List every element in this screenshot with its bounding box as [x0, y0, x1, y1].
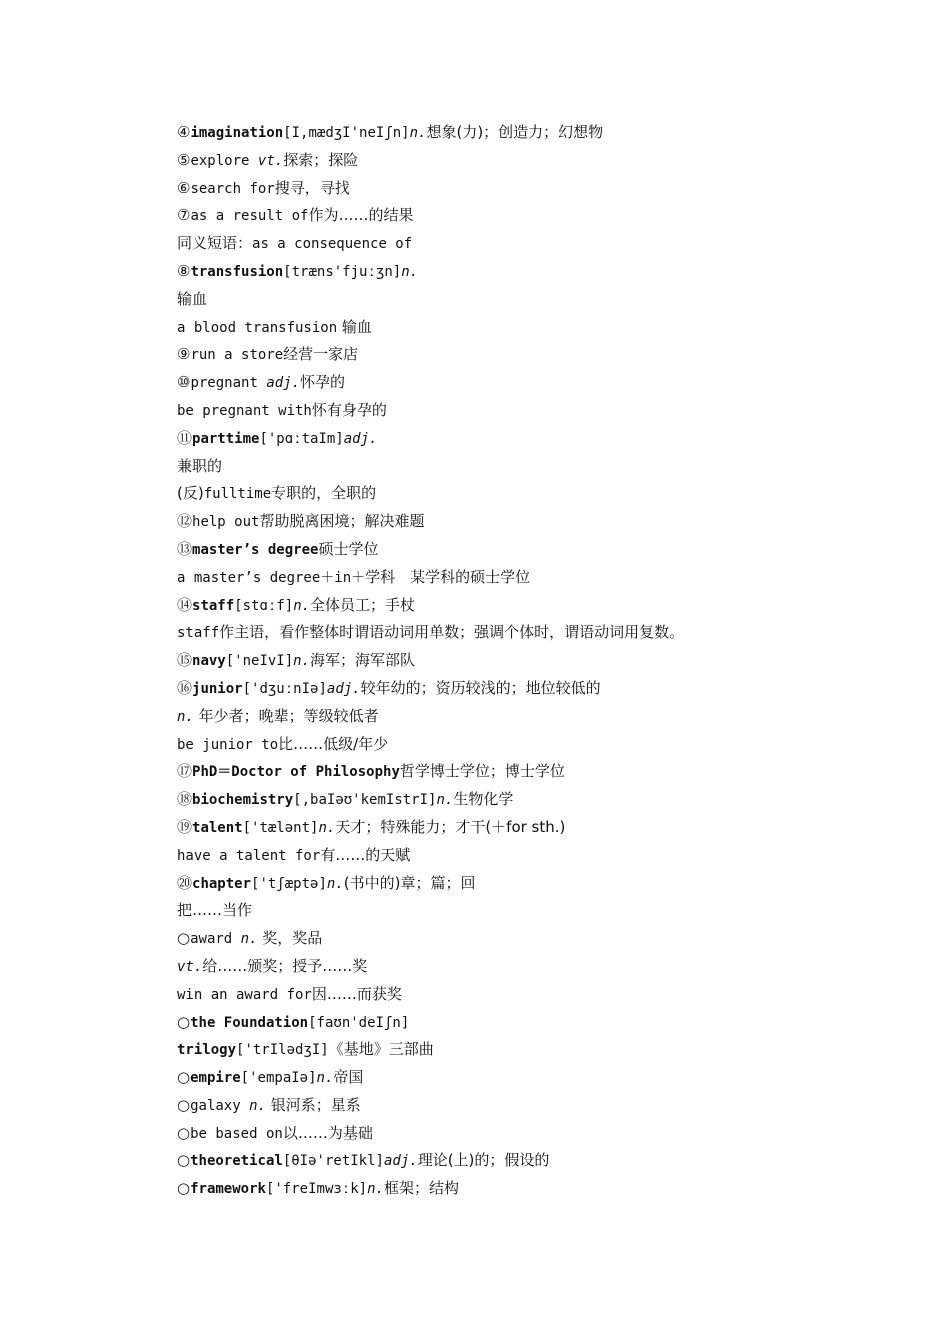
- definition: 海军；海军部队: [310, 651, 416, 670]
- headword: junior: [192, 680, 243, 697]
- part-of-speech: n.: [318, 819, 336, 836]
- entry-number: ⑬: [177, 539, 193, 558]
- definition-line: [177, 897, 897, 925]
- headword: empire: [190, 1070, 241, 1087]
- entry-pregnant: [177, 369, 897, 397]
- entry-talent: [177, 814, 897, 842]
- entry-number: ⑨: [177, 345, 191, 364]
- entry-the-foundation: [177, 1009, 897, 1037]
- entry-number: ⑭: [177, 595, 193, 614]
- entry-number: ⑫: [177, 512, 193, 531]
- headword: PhD＝Doctor of Philosophy: [192, 764, 400, 781]
- definition: 较年幼的；资历较浅的；地位较低的: [360, 678, 601, 697]
- entry-search-for: [177, 175, 897, 203]
- example-phrase: have a talent for: [177, 847, 321, 864]
- phonetic: ['freImwɜːk]: [265, 1181, 368, 1198]
- headword: biochemistry: [192, 792, 294, 809]
- part-of-speech: adj.: [383, 1153, 418, 1170]
- definition: 哲学博士学位；博士学位: [399, 762, 565, 781]
- antonym-label: (反): [177, 484, 204, 503]
- definition: 怀孕的: [300, 373, 346, 392]
- headword: as a result of: [190, 208, 309, 225]
- entry-masters-degree: [177, 536, 897, 564]
- definition: 奖，奖品: [257, 929, 323, 948]
- definition: 天才；特殊能力；才干(＋for sth.): [335, 817, 566, 836]
- headword: explore: [190, 152, 258, 169]
- headword: be based on: [190, 1125, 283, 1142]
- definition: 因……而获奖: [311, 984, 402, 1003]
- headword: run a store: [190, 347, 284, 364]
- headword: search for: [190, 180, 275, 197]
- definition: 框架；结构: [383, 1179, 459, 1198]
- entry-number: ○: [177, 1095, 191, 1114]
- entry-be-based-on: [177, 1120, 897, 1148]
- part-of-speech: n.: [401, 263, 419, 280]
- entry-number: ○: [177, 1068, 191, 1087]
- entry-number: ⑤: [177, 150, 191, 169]
- headword: help out: [192, 514, 260, 531]
- phonetic: ['tʃæptə]: [251, 875, 327, 892]
- antonym-word: fulltime: [203, 486, 272, 503]
- phonetic: ['trIlədʒI]: [236, 1042, 329, 1059]
- entry-number: ⑦: [177, 206, 191, 225]
- entry-trilogy: [177, 1036, 897, 1064]
- entry-empire: [177, 1064, 897, 1092]
- headword: framework: [190, 1181, 266, 1198]
- definition: 想象(力)；创造力；幻想物: [426, 123, 604, 141]
- entry-number: ⑰: [177, 762, 193, 781]
- entry-navy: [177, 647, 897, 675]
- definition: 给……颁奖；授予……奖: [202, 956, 368, 975]
- part-of-speech: n.: [293, 653, 311, 670]
- phonetic: [stɑːf]: [234, 597, 294, 614]
- part-of-speech: n.: [293, 597, 311, 614]
- definition-line: [177, 453, 897, 481]
- part-of-speech: vt.: [257, 152, 284, 169]
- example-placeholder: 学科: [365, 567, 396, 586]
- definition: 比……低级/年少: [278, 734, 389, 753]
- example-phrase: be junior to: [177, 736, 279, 753]
- part-of-speech: n.: [367, 1181, 384, 1198]
- entry-number: ○: [177, 1012, 191, 1031]
- entry-biochemistry: [177, 786, 897, 814]
- phonetic: [I,mædʒI'neIʃn]: [283, 125, 410, 141]
- entry-galaxy: [177, 1092, 897, 1120]
- definition: 专职的，全职的: [271, 484, 377, 503]
- definition: (书中的)章；篇；回: [343, 873, 476, 892]
- entry-number: ⑯: [177, 678, 193, 697]
- phonetic: ['empaIə]: [240, 1070, 317, 1087]
- example-line: [177, 731, 897, 759]
- entry-number: ⑲: [177, 817, 193, 836]
- synonym-line: [177, 230, 897, 258]
- entry-staff: [177, 592, 897, 620]
- entry-imagination: [177, 119, 897, 147]
- example-line: [177, 397, 897, 425]
- part-of-speech: n.: [436, 792, 454, 809]
- definition: 经营一家店: [283, 345, 359, 364]
- headword: imagination: [190, 125, 284, 141]
- example-phrase: win an award for: [177, 986, 312, 1003]
- vocabulary-list: [177, 119, 897, 1203]
- part-of-speech: n.: [326, 875, 344, 892]
- definition: 《基地》三部曲: [328, 1040, 434, 1059]
- headword: chapter: [192, 875, 252, 892]
- part-of-speech: n.: [177, 708, 194, 725]
- headword: navy: [192, 653, 226, 670]
- part-of-speech: adj.: [343, 430, 378, 447]
- part-of-speech: vt.: [177, 958, 203, 975]
- part-of-speech: adj.: [326, 680, 361, 697]
- headword: theoretical: [190, 1153, 283, 1170]
- definition: 某学科的硕士学位: [395, 567, 531, 586]
- headword: trilogy: [177, 1042, 237, 1059]
- definition-line: [177, 703, 897, 731]
- entry-parttime: [177, 425, 897, 453]
- example-phrase: be pregnant with: [177, 402, 312, 419]
- entry-theoretical: [177, 1147, 897, 1175]
- headword: the Foundation: [190, 1014, 309, 1031]
- headword: staff: [192, 597, 235, 614]
- headword: pregnant: [190, 375, 267, 392]
- entry-number: ○: [177, 1179, 191, 1198]
- definition: 银河系；星系: [265, 1095, 361, 1114]
- entry-run-a-store: [177, 341, 897, 369]
- example-line: [177, 564, 897, 592]
- definition: 怀有身孕的: [311, 400, 387, 419]
- phonetic: ['dʒuːnIə]: [242, 680, 327, 697]
- entry-number: ⑧: [177, 261, 191, 280]
- usage-word: staff: [177, 625, 220, 642]
- entry-phd: [177, 758, 897, 786]
- entry-number: ⑪: [177, 428, 193, 447]
- headword: transfusion: [190, 263, 284, 280]
- definition: 兼职的: [177, 456, 223, 475]
- entry-number: ○: [177, 929, 191, 948]
- definition-line: [177, 953, 897, 981]
- entry-explore: [177, 147, 897, 175]
- definition: 输血: [337, 317, 372, 336]
- entry-number: ④: [177, 123, 191, 141]
- usage-note: [177, 619, 897, 647]
- definition: 有……的天赋: [320, 845, 411, 864]
- headword: parttime: [192, 430, 260, 447]
- entry-junior: [177, 675, 897, 703]
- definition: 帮助脱离困境；解决难题: [259, 512, 425, 531]
- definition: 输血: [177, 289, 208, 308]
- entry-number: ⑩: [177, 373, 191, 392]
- definition: 把……当作: [177, 901, 253, 920]
- definition: 生物化学: [453, 790, 514, 809]
- part-of-speech: n.: [409, 125, 427, 141]
- example-phrase: a master’s degree＋in＋: [177, 569, 366, 586]
- entry-help-out: [177, 508, 897, 536]
- entry-transfusion: [177, 258, 897, 286]
- headword: master’s degree: [192, 541, 319, 558]
- definition: 作为……的结果: [308, 206, 414, 225]
- phonetic: [θIə'retIkl]: [282, 1153, 384, 1170]
- entry-number: ⑳: [177, 873, 193, 892]
- example-line: [177, 842, 897, 870]
- entry-framework: [177, 1175, 897, 1203]
- phonetic: [træns'fjuːʒn]: [283, 263, 402, 280]
- definition: 探索；探险: [283, 150, 359, 169]
- entry-number: ○: [177, 1123, 191, 1142]
- synonym-phrase: as a consequence of: [252, 236, 413, 253]
- phonetic: [,baIəʊ'kemIstrI]: [293, 792, 437, 809]
- part-of-speech: n.: [249, 1097, 266, 1114]
- part-of-speech: adj.: [266, 375, 301, 392]
- headword: award: [190, 931, 241, 948]
- definition-line: [177, 286, 897, 314]
- part-of-speech: n.: [316, 1070, 334, 1087]
- usage-text: 作主语，看作整体时谓语动词用单数；强调个体时，谓语动词用复数。: [219, 623, 685, 642]
- antonym-line: [177, 480, 897, 508]
- entry-number: ⑱: [177, 790, 193, 809]
- definition: 理论(上)的；假设的: [417, 1151, 550, 1170]
- entry-chapter: [177, 870, 897, 898]
- phonetic: ['tælənt]: [242, 819, 319, 836]
- phonetic: [faʊn'deIʃn]: [308, 1014, 410, 1031]
- synonym-label: 同义短语：: [177, 234, 253, 253]
- entry-number: ⑮: [177, 651, 193, 670]
- example-line: [177, 981, 897, 1009]
- definition: 帝国: [333, 1068, 364, 1087]
- definition: 年少者；晚辈；等级较低者: [193, 706, 379, 725]
- entry-as-a-result-of: [177, 202, 897, 230]
- headword: talent: [192, 819, 243, 836]
- definition: 硕士学位: [318, 539, 379, 558]
- phonetic: ['pɑːtaIm]: [259, 430, 344, 447]
- entry-number: ○: [177, 1151, 191, 1170]
- example-line: [177, 314, 897, 342]
- phonetic: ['neIvI]: [225, 653, 294, 670]
- entry-number: ⑥: [177, 178, 191, 197]
- definition: 搜寻，寻找: [274, 178, 350, 197]
- part-of-speech: n.: [240, 931, 258, 948]
- definition: 全体员工；手杖: [310, 595, 416, 614]
- example-phrase: a blood transfusion: [177, 319, 338, 336]
- definition: 以……为基础: [282, 1123, 373, 1142]
- entry-award: [177, 925, 897, 953]
- headword: galaxy: [190, 1097, 250, 1114]
